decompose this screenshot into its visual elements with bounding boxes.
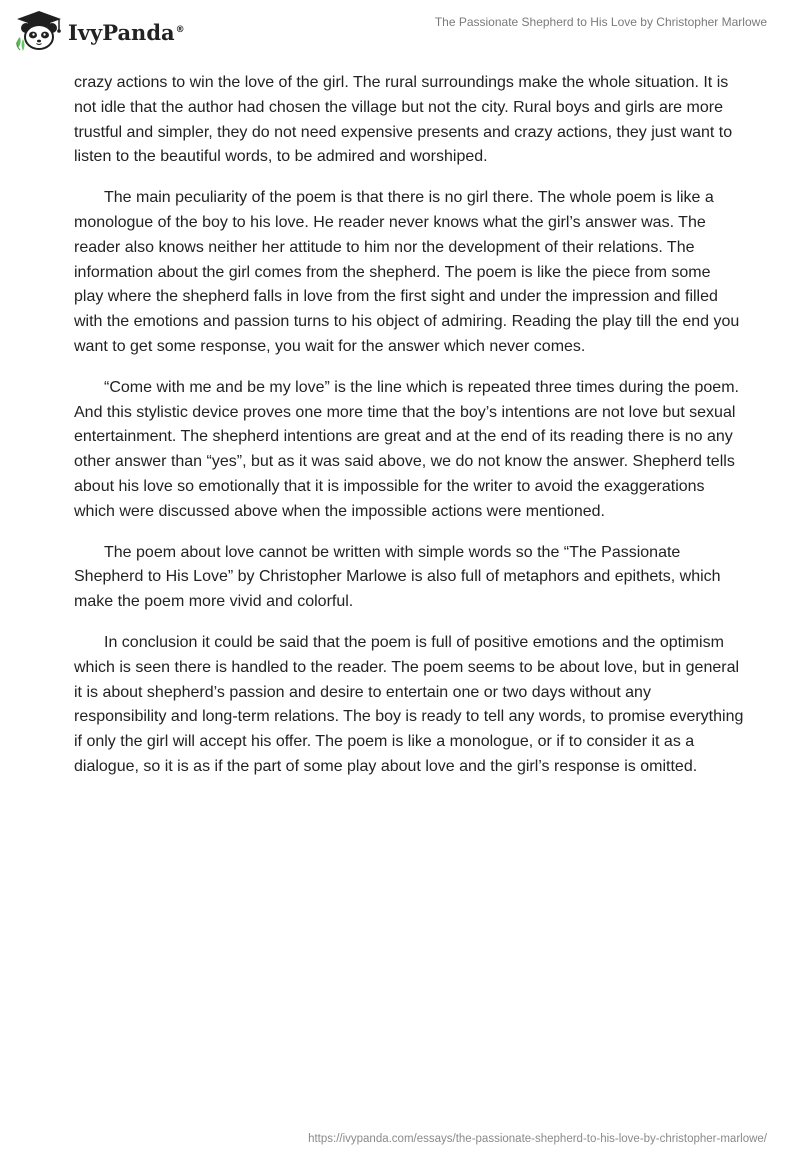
document-header-title: The Passionate Shepherd to His Love by Christopher Marlowe (434, 15, 767, 29)
paragraph-continuation: crazy actions to win the love of the girl. The rural surroundings make the whole situation. It is not idle that the author had chosen the village but not the city. Rural boys and girls are more trustful and simpler, they do not need expensive presents and crazy actions, they just want to listen to the beautiful words, to be admired and worshiped. (74, 74, 733, 166)
paragraph: “Come with me and be my love” is the line which is repeated three times during the poem. And this stylistic device proves one more time that the boy’s intentions are not love but sexual entertainment. The shepherd intentions are great and at the end of its reading there is no any other answer than “yes”, but as it was said above, we do not know the answer. Shepherd tells about his love so emotionally that it is impossible for the writer to avoid the exaggerations which were discussed above when the impossible actions were mentioned. (74, 378, 739, 520)
registered-mark: ® (175, 24, 185, 35)
paragraph-conclusion: In conclusion it could be said that the poem is full of positive emotions and the optimism which is seen there is handled to the reader. The poem seems to be about love, but in general it is about shepherd’s passion and desire to entertain one or two days without any responsibility and long-term relations. The boy is ready to tell any words, to promise everything if only the girl will accept his offer. The poem is like a monologue, or if to consider it as a dialogue, so it is as if the part of some play about love and the girl’s response is omitted. (74, 633, 744, 775)
paragraph: The poem about love cannot be written with simple words so the “The Passionate Shepherd to His Love” by Christopher Marlowe is also full of metaphors and epithets, which make the poem more vivid and colorful. (74, 543, 721, 611)
brand-name: IvyPanda® (68, 19, 185, 45)
footer-source-url[interactable]: https://ivypanda.com/essays/the-passionate-shepherd-to-his-love-by-christopher-marlowe/ (308, 1133, 767, 1145)
essay-body (74, 71, 744, 796)
paragraph: The main peculiarity of the poem is that there is no girl there. The whole poem is like a monologue of the boy to his love. He reader never knows what the girl’s answer was. The reader also knows neither her attitude to him nor the development of their relations. The information about the girl comes from the shepherd. The poem is like the piece from some play where the shepherd falls in love from the first sight and under the impression and filled with the emotions and passion turns to his object of admiring. Reading the play till the end you want to get some response, you wait for the answer which never comes. (74, 189, 740, 355)
brand-logo[interactable] (14, 8, 185, 52)
panda-graduate-logo-icon (14, 8, 64, 52)
